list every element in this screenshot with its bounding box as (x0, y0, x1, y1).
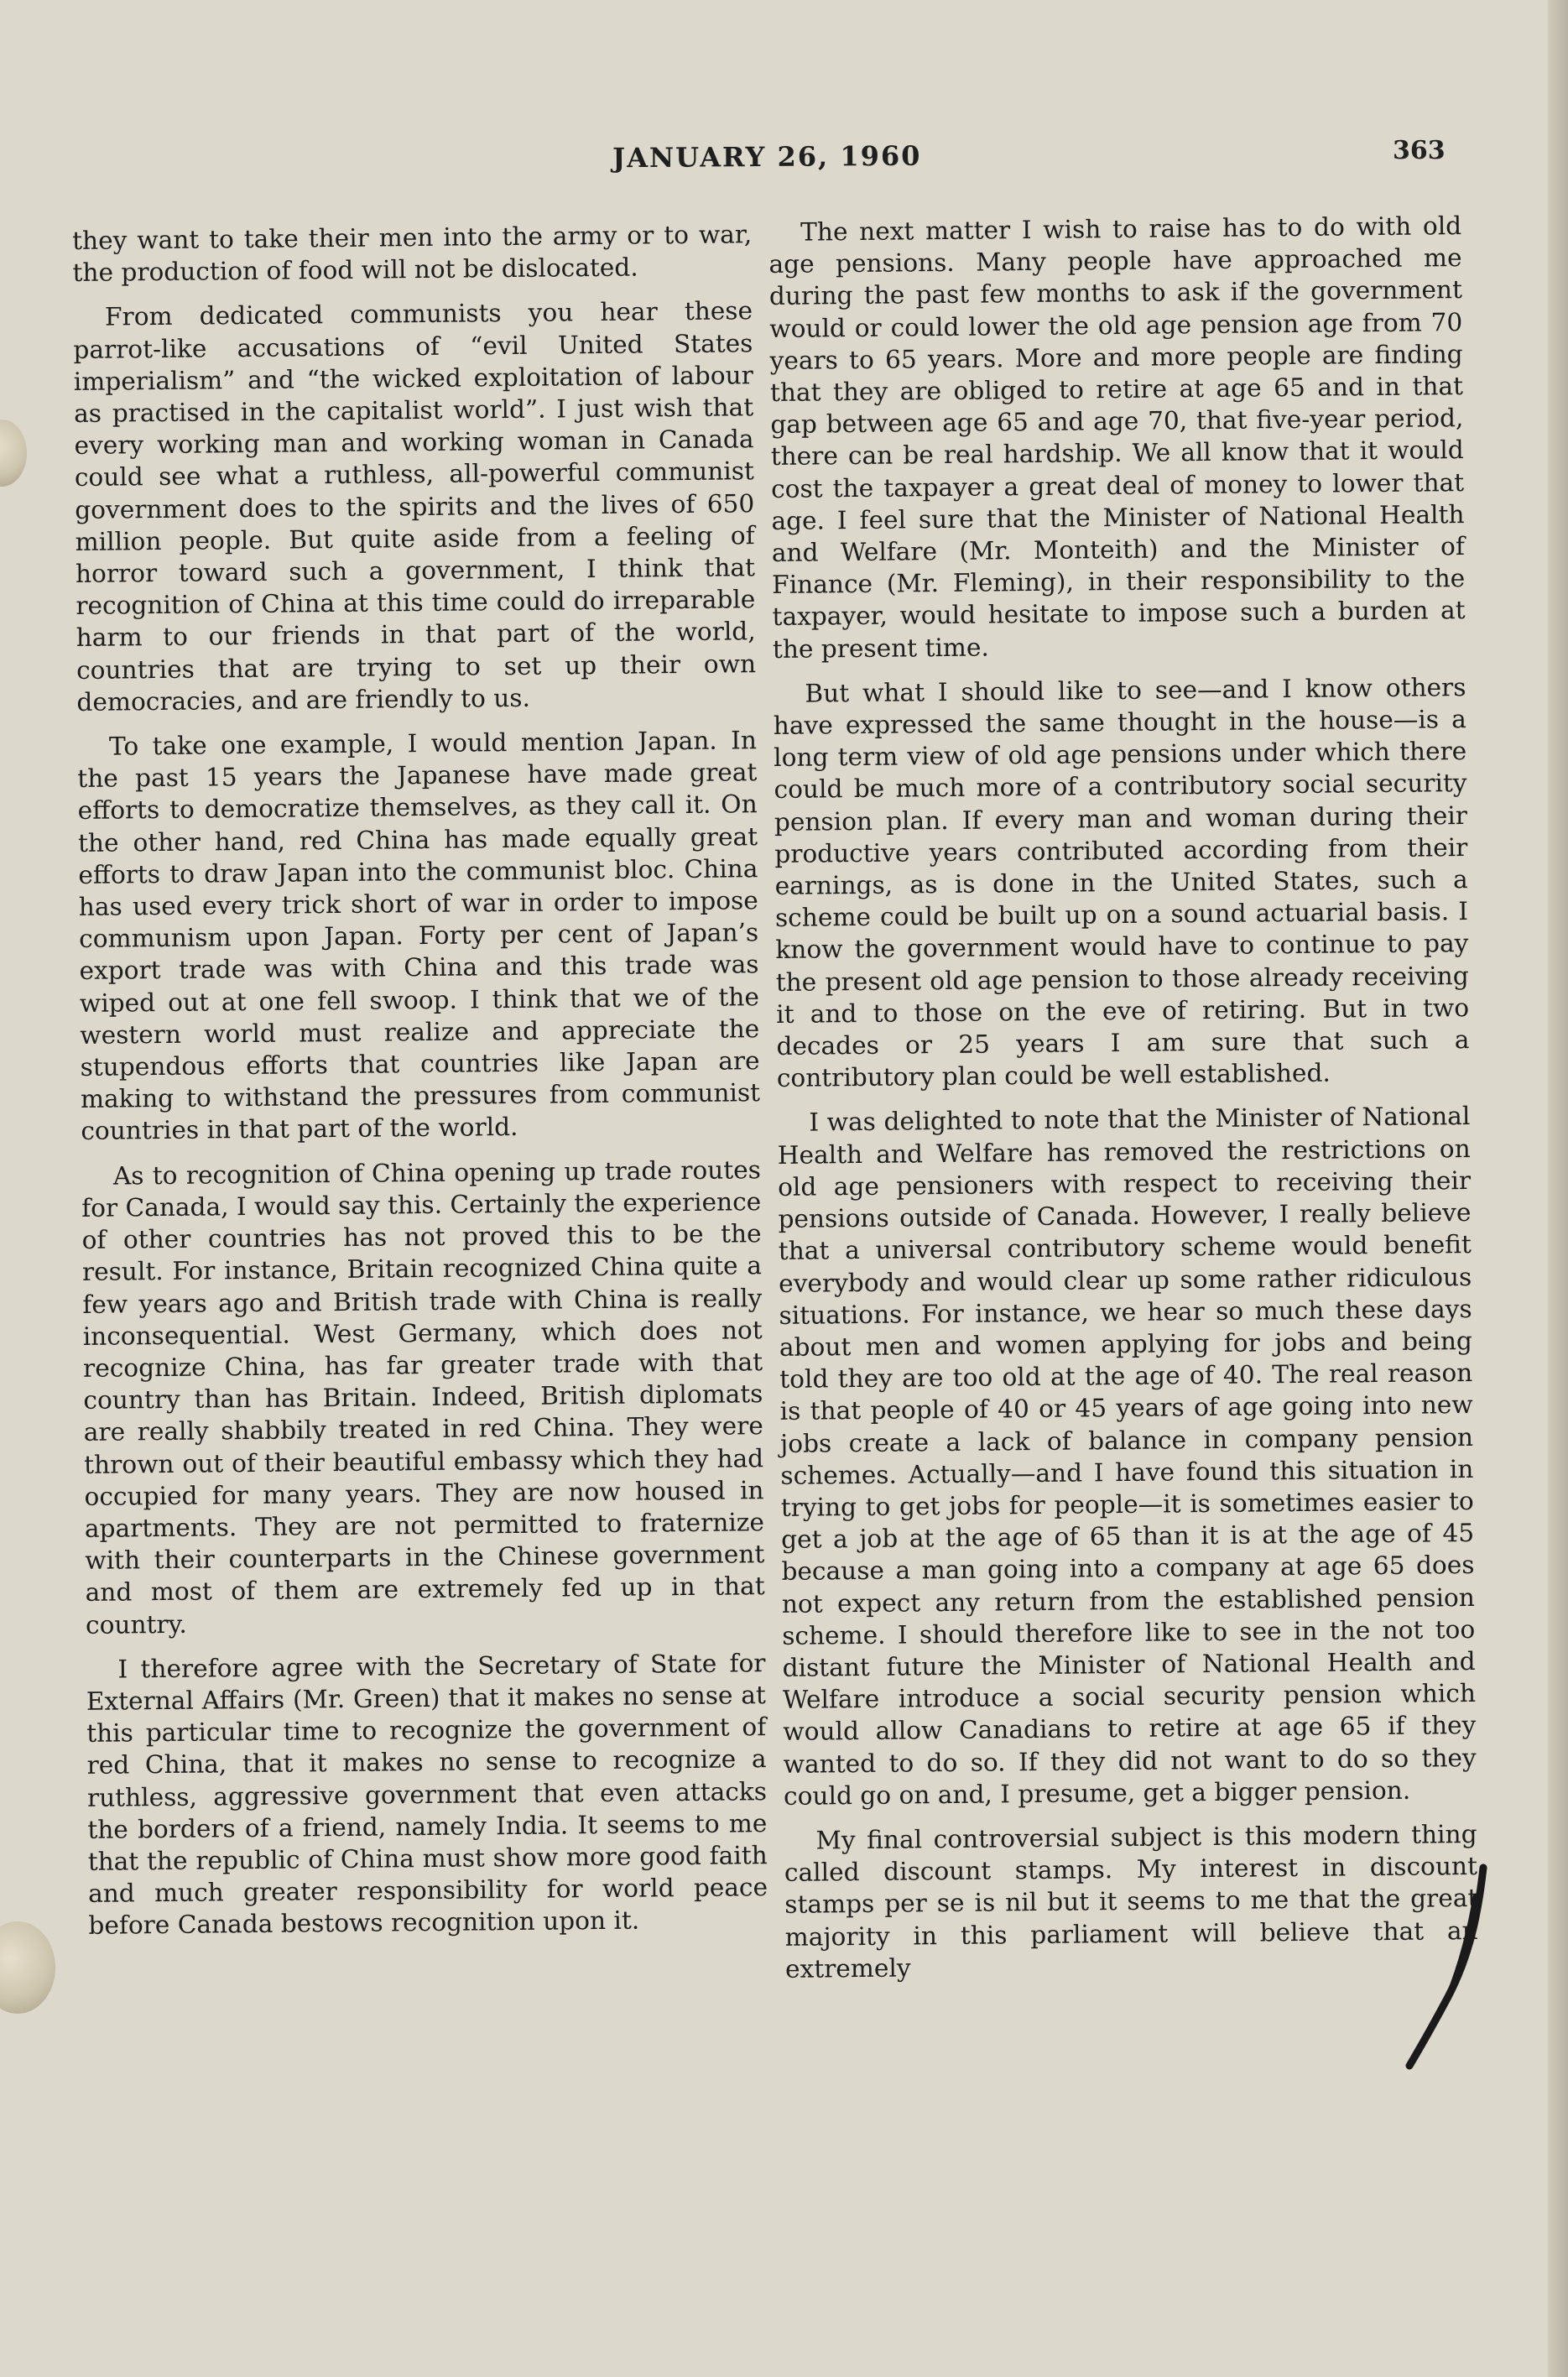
binding-hole-top (0, 420, 27, 487)
paragraph: The next matter I wish to raise has to do with old age pensions. Many people have approached me during the past few months to ask if the government would or could lower the old age pension age from 70 years to 65 years. More and more people are finding that they are obliged to retire at age 65 and in that gap between age 65 and age 70, that five-year period, there can be real hardship. We all know that it would cost the taxpayer a great deal of money to lower that age. I feel sure that the Minister of National Health and Welfare (Mr. Monteith) and the Minister of Finance (Mr. Fleming), in their responsibility to the taxpayer, would hesitate to impose such a burden at the present time. (768, 211, 1466, 664)
running-head-date: JANUARY 26, 1960 (612, 139, 922, 175)
paragraph: I therefore agree with the Secretary of State for External Affairs (Mr. Green) that it makes no sense at this particular time to recognize the government of red China, that it makes no sense to recognize a ruthless, aggressive government that even attacks the borders of a friend, namely India. It seems to me that the republic of China must show more good faith and much greater responsibility for world peace before Canada bestows recognition upon it. (86, 1648, 768, 1941)
handwritten-pen-mark (1376, 1863, 1493, 2072)
page-number: 363 (1393, 136, 1446, 165)
right-text-column (768, 210, 1478, 1998)
paragraph: To take one example, I would mention Japan. In the past 15 years the Japanese have made great efforts to democratize themselves, as they call it. On the other hand, red China has made equally great efforts to draw Japan into the communist bloc. China has used every trick short of war in order to impose communism upon Japan. Forty per cent of Japan’s export trade was with China and this trade was wiped out at one fell swoop. I think that we of the western world must realize and appreciate the stupendous efforts that countries like Japan are making to withstand the pressures from communist countries in that part of the world. (77, 726, 761, 1146)
binding-hole-bottom (0, 1921, 55, 2014)
left-text-column (72, 218, 768, 1954)
paragraph: I was delighted to note that the Minister of National Health and Welfare has removed the restrictions on old age pensioners with respect to receiving their pensions outside of Canada. However, I really believe that a universal contributory scheme would benefit everybody and would clear up some rather ridiculous situations. For instance, we hear so much these days about men and women applying for jobs and being told they are too old at the age of 40. The real reason is that people of 40 or 45 years of age going into new jobs create a lack of balance in company pension schemes. Actually—and I have found this situation in trying to get jobs for people—it is sometimes easier to get a job at the age of 65 than it is at the age of 45 because a man going into a company at age 65 does not expect any return from the established pension scheme. I should therefore like to see in the not too distant future the Minister of National Health and Welfare introduce a social security pension which would allow Canadians to retire at age 65 if they wanted to do so. If they did not want to do so they could go on and, I presume, get a bigger pension. (777, 1102, 1477, 1811)
paragraph: As to recognition of China opening up trade routes for Canada, I would say this. Certainly the experience of other countries has not proved this to be the result. For instance, Britain recognized China quite a few years ago and British trade with China is really inconsequential. West Germany, which does not recognize China, has far greater trade with that country than has Britain. Indeed, British diplomats are really shabbily treated in red China. They were thrown out of their beautiful embassy which they had occupied for many years. They are now housed in apartments. They are not permitted to fraternize with their counterparts in the Chinese government and most of them are extremely fed up in that country. (81, 1155, 765, 1639)
page-edge-shadow (1548, 0, 1568, 2377)
paragraph: My final controversial subject is this modern thing called discount stamps. My interest in discount stamps per se is nil but it seems to me that the great majority in this parliament will believe that an extremely (784, 1819, 1478, 1983)
paragraph: But what I should like to see—and I know others have expressed the same thought in the house—is a long term view of old age pensions under which there could be much more of a contributory social security pension plan. If every man and woman during their productive years contributed according from their earnings, as is done in the United States, such a scheme could be built up on a sound actuarial basis. I know the government would have to continue to pay the present old age pension to those already receiving it and to those on the eve of retiring. But in two decades or 25 years I am sure that such a contributory plan could be well established. (773, 672, 1470, 1093)
paragraph: they want to take their men into the army or to war, the production of food will not be dislocated. (72, 220, 753, 288)
paragraph: From dedicated communists you hear these parrot-like accusations of “evil United States imperialism” and “the wicked exploitation of labour as practised in the capitalist world”. I just wish that every working man and working woman in Canada could see what a ruthless, all-powerful communist government does to the spirits and the lives of 650 million people. But quite aside from a feeling of horror toward such a government, I think that recognition of China at this time could do irreparable harm to our friends in that part of the world, countries that are trying to set up their own democracies, and are friendly to us. (73, 296, 757, 717)
